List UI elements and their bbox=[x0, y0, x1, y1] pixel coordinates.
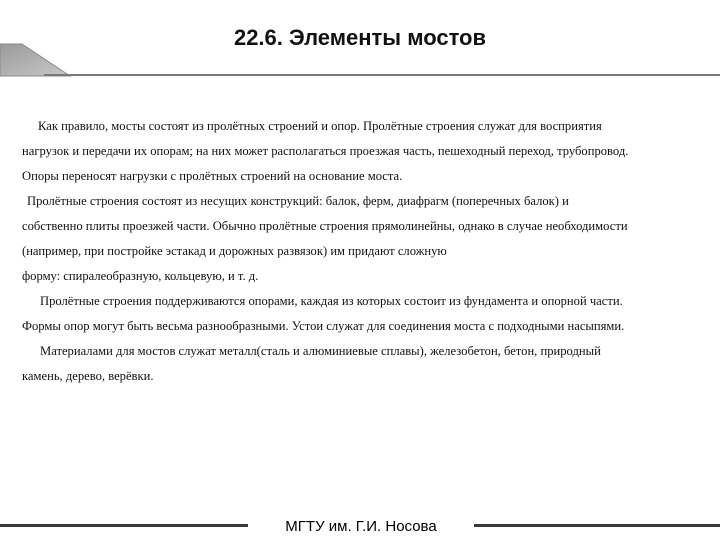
footer-rule-right bbox=[474, 524, 720, 527]
page-title: 22.6. Элементы мостов bbox=[233, 25, 487, 50]
body-text bbox=[22, 114, 712, 389]
title-divider bbox=[44, 74, 720, 76]
text-line: Как правило, мосты состоят из пролётных строений и опор. Пролётные строения служат для восприятия bbox=[38, 119, 602, 133]
text-line: Пролётные строения состоят из несущих конструкций: балок, ферм, диафрагм (поперечных балок) и bbox=[27, 194, 569, 208]
text-line: нагрузок и передачи их опорам; на них может располагаться проезжая часть, пешеходный переход, трубопровод. bbox=[22, 144, 629, 158]
text-line: Опоры переносят нагрузки с пролётных строений на основание моста. bbox=[22, 169, 403, 183]
text-line: Формы опор могут быть весьма разнообразными. Устои служат для соединения моста с подходными насыпями. bbox=[22, 319, 625, 333]
footer-institution: МГТУ им. Г.И. Носова bbox=[285, 518, 437, 535]
text-line: форму: спиралеобразную, кольцевую, и т. д. bbox=[22, 269, 259, 283]
text-line: Пролётные строения поддерживаются опорами, каждая из которых состоит из фундамента и опорной части. bbox=[40, 294, 623, 308]
text-line: камень, дерево, верёвки. bbox=[22, 369, 154, 383]
text-line: Материалами для мостов служат металл(сталь и алюминиевые сплавы), железобетон, бетон, природный bbox=[40, 344, 601, 358]
text-line: (например, при постройке эстакад и дорожных развязок) им придают сложную bbox=[22, 244, 447, 258]
footer-rule-left bbox=[0, 524, 248, 527]
text-line: собственно плиты проезжей части. Обычно пролётные строения прямолинейны, однако в случае необходимости bbox=[22, 219, 628, 233]
